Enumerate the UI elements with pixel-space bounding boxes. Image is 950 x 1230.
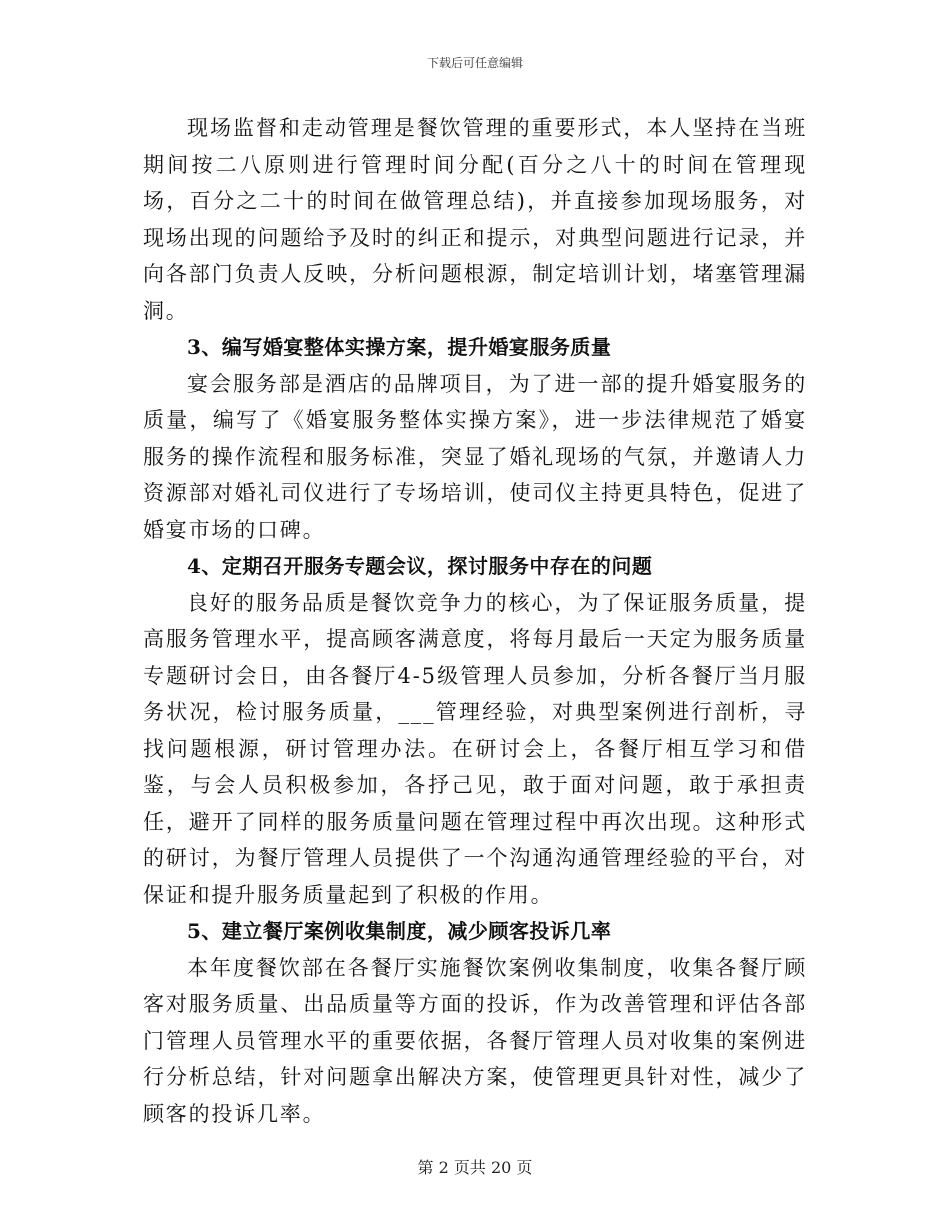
paragraph-site-supervision: 现场监督和走动管理是餐饮管理的重要形式，本人坚持在当班期间按二八原则进行管理时间分配(百分之八十的时间在管理现场，百分之二十的时间在做管理总结)，并直接参加现场服务，对现场出现的问题给予及时的纠正和提示，对典型问题进行记录，并向各部门负责人反映，分析问题根源，制定培训计划，堵塞管理漏洞。	[143, 116, 807, 323]
paragraph-wedding-banquet: 宴会服务部是酒店的品牌项目，为了进一部的提升婚宴服务的质量，编写了《婚宴服务整体实操方案》，进一步法律规范了婚宴服务的操作流程和服务标准，突显了婚礼现场的气氛，并邀请人力资源部对婚礼司仪进行了专场培训，使司仪主持更具特色，促进了婚宴市场的口碑。	[143, 371, 807, 542]
page-footer: 第 2 页共 20 页	[417, 1158, 533, 1177]
paragraph-service-meeting: 良好的服务品质是餐饮竞争力的核心，为了保证服务质量，提高服务管理水平，提高顾客满意度，将每月最后一天定为服务质量专题研讨会日，由各餐厅4-5级管理人员参加，分析各餐厅当月服务状况，检讨服务质量，___管理经验，对典型案例进行剖析，寻找问题根源，研讨管理办法。在研讨会上，各餐厅相互学习和借鉴，与会人员积极参加，各抒己见，敢于面对问题，敢于承担责任，避开了同样的服务质量问题在管理过程中再次出现。这种形式的研讨，为餐厅管理人员提供了一个沟通沟通管理经验的平台，对保证和提升服务质量起到了积极的作用。	[143, 590, 807, 907]
page-header: 下载后可任意编辑	[426, 56, 523, 70]
section-heading-3: 3、编写婚宴整体实操方案，提升婚宴服务质量	[187, 335, 612, 359]
paragraph-case-collection: 本年度餐饮部在各餐厅实施餐饮案例收集制度，收集各餐厅顾客对服务质量、出品质量等方面的投诉，作为改善管理和评估各部门管理人员管理水平的重要依据，各餐厅管理人员对收集的案例进行分析总结，针对问题拿出解决方案，使管理更具针对性，减少了顾客的投诉几率。	[143, 955, 807, 1126]
document-body	[143, 110, 807, 1132]
section-heading-5: 5、建立餐厅案例收集制度，减少顾客投诉几率	[187, 919, 612, 943]
section-heading-4: 4、定期召开服务专题会议，探讨服务中存在的问题	[187, 554, 653, 578]
